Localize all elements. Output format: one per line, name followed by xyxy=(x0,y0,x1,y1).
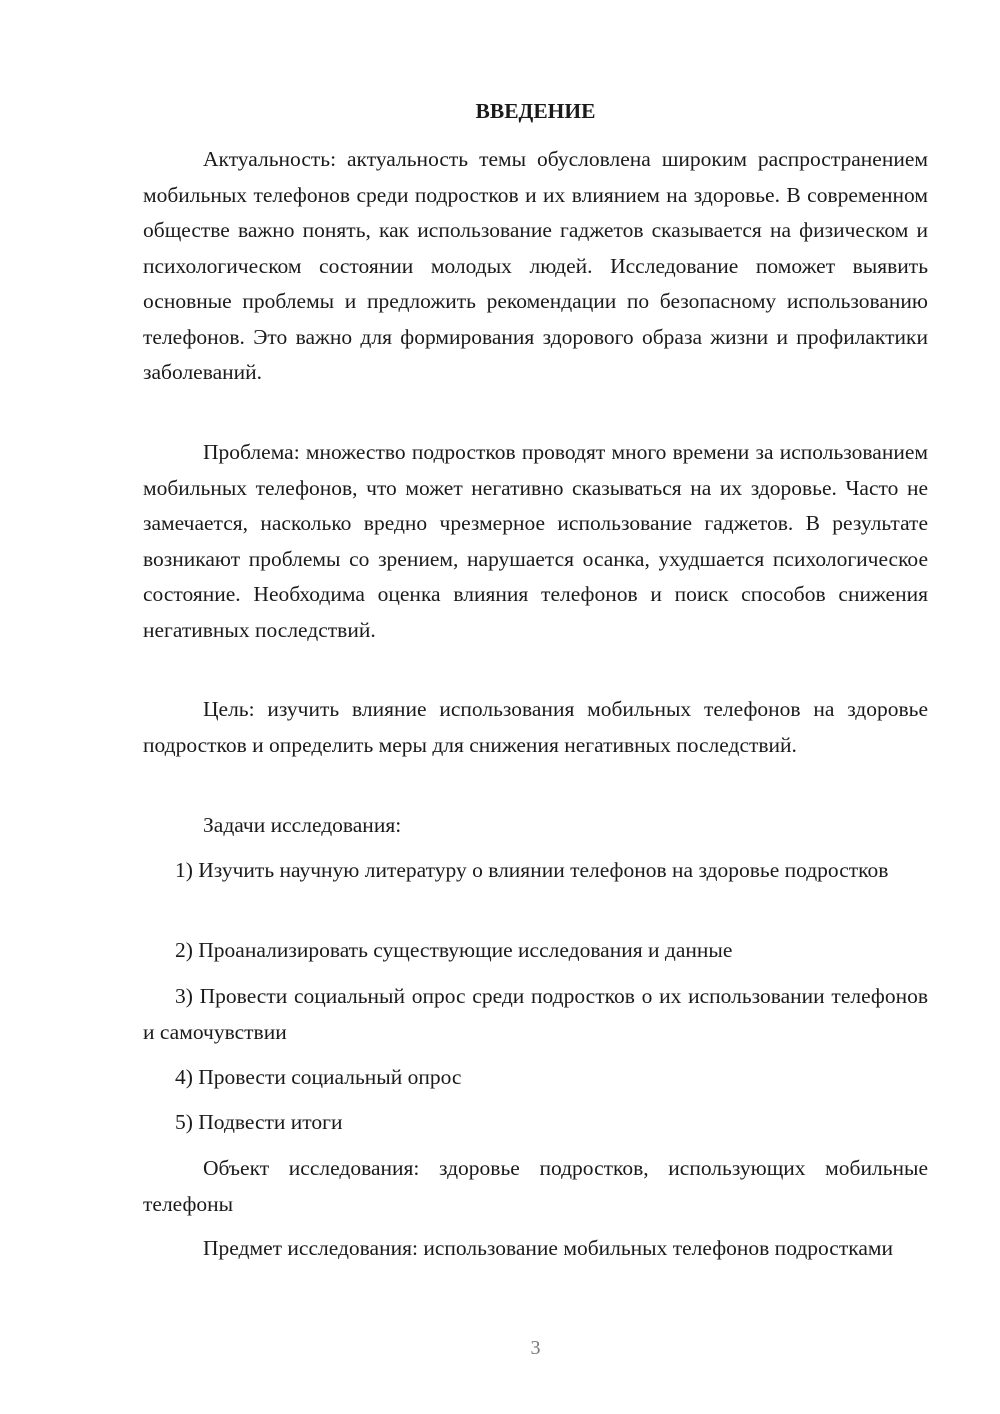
subject-paragraph: Предмет исследования: использование мобильных телефонов подростками xyxy=(203,1236,894,1260)
tasks-heading: Задачи исследования: xyxy=(203,813,402,837)
document-page xyxy=(143,0,928,1414)
task-item-3: 3) Провести социальный опрос среди подростков о их использовании телефонов и самочувствии xyxy=(143,984,928,1044)
problem-paragraph: Проблема: множество подростков проводят много времени за использованием мобильных телефонов, что может негативно сказываться на их здоровье. Часто не замечается, насколько вредно чрезмерное использование гаджетов. В результате возникают проблемы со зрением, нарушается осанка, ухудшается психологическое состояние. Необходима оценка влияния телефонов и поиск способов снижения негативных последствий. xyxy=(143,440,928,642)
section-title: ВВЕДЕНИЕ xyxy=(475,99,596,123)
relevance-paragraph: Актуальность: актуальность темы обусловлена широким распространением мобильных телефонов среди подростков и их влиянием на здоровье. В современном обществе важно понять, как использование гаджетов сказывается на физическом и психологическом состоянии молодых людей. Исследование поможет выявить основные проблемы и предложить рекомендации по безопасному использованию телефонов. Это важно для формирования здорового образа жизни и профилактики заболеваний. xyxy=(143,147,928,384)
task-item-5: 5) Подвести итоги xyxy=(175,1110,343,1134)
object-paragraph: Объект исследования: здоровье подростков, использующих мобильные телефоны xyxy=(143,1156,928,1216)
task-item-1: 1) Изучить научную литературу о влиянии телефонов на здоровье подростков xyxy=(175,858,889,882)
task-item-4: 4) Провести социальный опрос xyxy=(175,1065,462,1089)
task-item-2: 2) Проанализировать существующие исследования и данные xyxy=(175,938,733,962)
goal-paragraph: Цель: изучить влияние использования мобильных телефонов на здоровье подростков и определить меры для снижения негативных последствий. xyxy=(143,697,928,757)
page-number: 3 xyxy=(530,1337,541,1359)
